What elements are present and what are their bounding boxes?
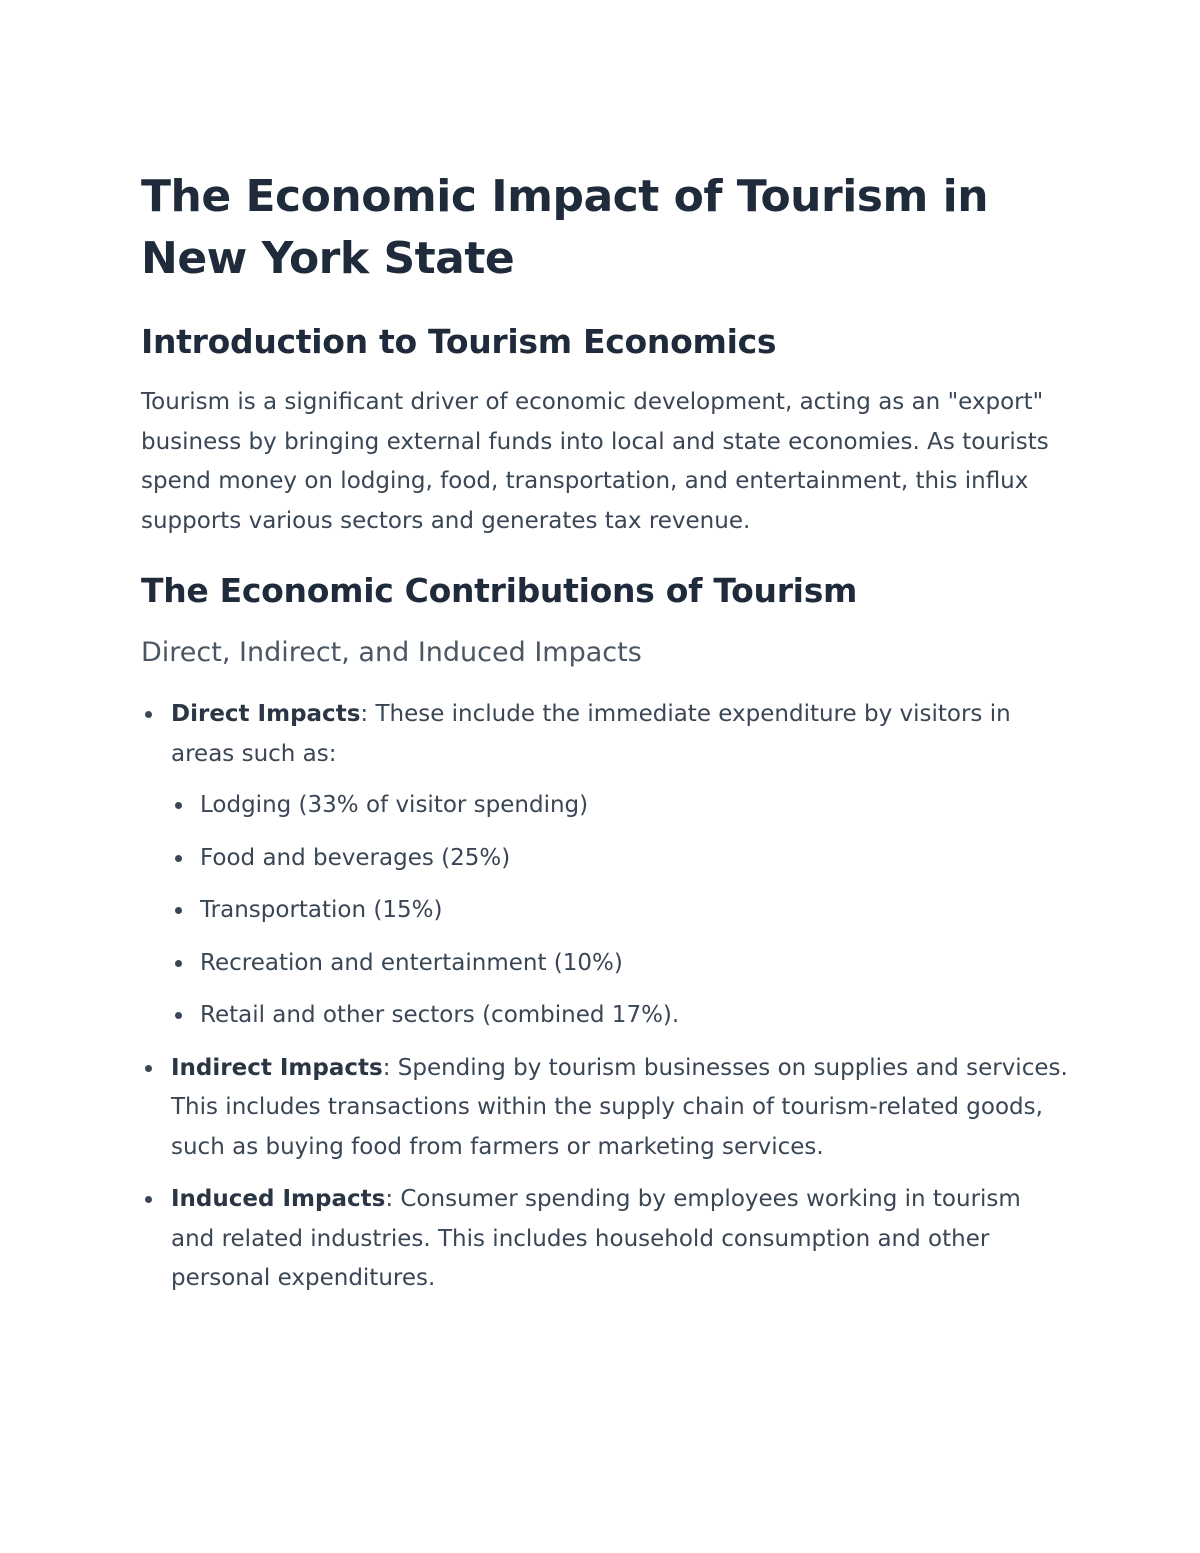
direct-impacts-sublist	[171, 786, 1070, 1036]
list-item-indirect-impacts	[141, 1049, 1070, 1168]
document-title: The Economic Impact of Tourism in New York State	[141, 171, 989, 284]
list-item-retail-other: Retail and other sectors (combined 17%).	[171, 996, 1070, 1036]
induced-impacts-term: Induced Impacts	[171, 1186, 386, 1212]
list-item-direct-impacts	[141, 695, 1070, 1036]
list-item-transportation: Transportation (15%)	[171, 891, 1070, 931]
direct-impacts-text: : These include the immediate expenditure by visitors in areas such as:	[171, 701, 1011, 767]
list-item-food-beverages: Food and beverages (25%)	[171, 839, 1070, 879]
direct-impacts-term: Direct Impacts	[171, 701, 361, 727]
list-item-lodging: Lodging (33% of visitor spending)	[171, 786, 1070, 826]
list-item-induced-impacts	[141, 1180, 1070, 1299]
impacts-list	[141, 695, 1070, 1299]
section-heading-introduction: Introduction to Tourism Economics	[141, 322, 777, 361]
list-item-recreation: Recreation and entertainment (10%)	[171, 944, 1070, 984]
indirect-impacts-term: Indirect Impacts	[171, 1054, 383, 1081]
section-heading-contributions: The Economic Contributions of Tourism	[141, 571, 858, 610]
induced-impacts-text: : Consumer spending by employees working in tourism and related industries. This includes household consumption and other personal expenditures.	[171, 1186, 1021, 1291]
indirect-impacts-text: : Spending by tourism businesses on supplies and services. This includes transactions within the supply chain of tourism-related goods, such as buying food from farmers or marketing services.	[171, 1054, 1068, 1160]
subheading-impacts: Direct, Indirect, and Induced Impacts	[141, 637, 642, 668]
introduction-paragraph: Tourism is a significant driver of economic development, acting as an "export" business by bringing external funds into local and state economies. As tourists spend money on lodging, food, transportation, and entertainment, this influx supports various sectors and generates tax revenue.	[141, 389, 1049, 534]
